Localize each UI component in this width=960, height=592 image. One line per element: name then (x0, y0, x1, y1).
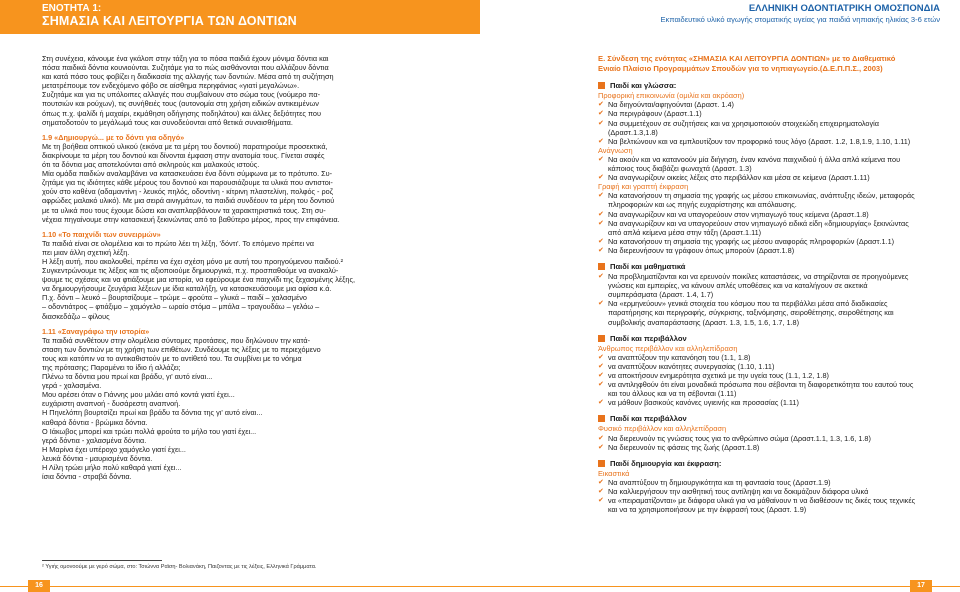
objective-item (598, 371, 918, 380)
objective-text: Να «ερμηνεύουν» γενικά στοιχεία του κόσμου που τα περιβάλλει μέσα από διαδικασίες παρατήρησης και περιγραφής, σύγκρισης, ταξινόμησης, σειροθέτησης, σειροθέτησης και συμβολικής αναπαράστασης (Δραστ. 1.3, 1.5, 1.6, 1.7, 1.8) (608, 299, 894, 327)
paragraph-line: γερά δόντια - χαλασμένα δόντια. (42, 435, 147, 445)
section-heading-text: Παιδί και περιβάλλον (610, 333, 687, 343)
section-heading-text: Παιδί και περιβάλλον (610, 414, 687, 424)
paragraph-line: λευκά δόντια - μαυρισμένα δόντια. (42, 453, 153, 463)
subsection-heading: Εικαστικά (598, 468, 630, 478)
paragraph-line: ίσια δόντια - στραβά δόντια. (42, 472, 132, 482)
section-heading (598, 459, 918, 468)
paragraph-line: διακρίνουμε τα μέρη του δοντιού και δίνονται έμφαση στην ανατομία τους. Γίνεται σαφές (42, 150, 325, 160)
paragraph-line: Η Μαρίνα έχει υπέροχο χαμόγελο γιατί έχει... (42, 444, 186, 454)
paragraph-line: Τα παιδιά είναι σε ολομέλεια και το πρώτο λέει τη λέξη, 'δόντι'. Το επόμενο πρέπει να (42, 238, 315, 248)
checkmark-icon: ✔ (598, 497, 604, 505)
bottom-rule-left (0, 586, 28, 587)
objective-text: να μάθουν βασικούς κανόνες υγιεινής και προσασίας (1.11) (608, 398, 799, 408)
paragraph-line: πουτσιών και ρούχων), τις συνήθειές τους (αυτονομία στη χρήση ειδικών αντικειμένων (42, 99, 319, 109)
bullet-square-icon (598, 460, 605, 467)
objectives-section (598, 262, 918, 327)
org-name: ΕΛΛΗΝΙΚΗ ΟΔΟΝΤΙΑΤΡΙΚΗ ΟΜΟΣΠΟΝΔΙΑ (748, 3, 940, 14)
objective-item (598, 487, 918, 496)
paragraph-line: με τα υλικά που τους έχουμε δώσει και αναπλαρβάνουν τα χαρακτηριστικά τους. Στη συ- (42, 205, 326, 215)
objective-item (598, 434, 918, 443)
objective-item (598, 137, 918, 146)
objective-text: Να αναγνωρίζουν και να υπαγορεύουν στον νηπιαγωγό ειδικά είδη «δημιουργίας» ξεκινώντας από απλά κείμενα μέσα στην τάξη (Δραστ.1.11) (608, 218, 909, 237)
section-heading (598, 334, 918, 343)
paragraph-line: Η Πηνελόπη βουρτσίζει πρωί και βράδυ τα δόντια της γι' αυτό είναι... (42, 408, 263, 418)
paragraph-line: να δημιουργήσουμε ζευγάρια λέξεων με ίδια καταλήξη, να κατασκευάσουμε μια αφίσα κ.ά. (42, 284, 332, 294)
objective-item (598, 119, 918, 137)
checkmark-icon: ✔ (598, 174, 604, 182)
objective-item (598, 380, 918, 398)
checkmark-icon: ✔ (598, 300, 604, 308)
paragraph-line: σταση των δοντιών με τη χρήση των επιθέτων. Συνδέουμε τις λέξεις με το περιεχόμενο (42, 344, 321, 354)
subsection-heading: Άνθρωπος περιβάλλον και αλληλεπίδραση (598, 343, 738, 353)
checkmark-icon: ✔ (598, 246, 604, 254)
paragraph-line: και κατά πόσο τους φοβίζει η διαδικασία της αλλαγής των δοντιών. Μέσα από τη συζήτηση (42, 72, 334, 82)
paragraph-line: πει μιαν άλλη σχετική λέξη. (42, 247, 130, 257)
objective-text: Να καλλιεργήσουν την αισθητική τους αντίληψη και να δοκιμάζουν διάφορα υλικά (608, 487, 869, 497)
paragraph-line: Στη συνέχεια, κάνουμε ένα γκάλοπ στην τάξη για το πόσα παιδιά έχουν μόνιμα δόντια και (42, 54, 329, 63)
objective-text: Να διηγούνται/αφηγούνται (Δραστ. 1.4) (608, 100, 734, 110)
page-number-left: 16 (28, 580, 50, 592)
objectives-section (598, 459, 918, 515)
footnote-rule (42, 560, 162, 561)
paragraph-line: Συζητάμε και για τις υπόλοιπες αλλαγές που συμβαίνουν στο σώμα τους (νούμερο πα- (42, 90, 321, 100)
paragraph-line: ζητάμε για τις ιδιότητες κάθε μέρους του δοντιού και παρουσιάζουμε τα υλικά που αντιστοι- (42, 178, 333, 188)
section-heading (598, 414, 918, 423)
section-heading: 1.9 «Δημιουργώ... με το δόντι για οδηγό» (42, 132, 185, 142)
left-column (42, 54, 457, 481)
section-title: Ε. Σύνδεση της ενότητας «ΣΗΜΑΣΙΑ ΚΑΙ ΛΕΙΤΟΥΡΓΙΑ ΔΟΝΤΙΩΝ» με το Διαθεματικό Ενιαίο Πλαίσιο Προγραμμάτων Σπουδών για το νηπιαγωγείο.(Δ.Ε.Π.Π.Σ., 2003) (598, 54, 896, 73)
paragraph-line: τους και κατόπιν να το αντικαθιστούν με το αντίθετό του. Τα συμβίνει με το νόημα (42, 353, 302, 363)
objective-text: Να κατανοήσουν τη σημασία της γραφής ως μέσου αναφοράς πληροφοριών (Δραστ.1.1) (608, 236, 895, 246)
subsection-heading: Ανάγνωση (598, 145, 633, 155)
paragraph-line: γερά - χαλασμένα. (42, 381, 102, 391)
checkmark-icon: ✔ (598, 399, 604, 407)
objective-item (598, 272, 918, 299)
bullet-square-icon (598, 415, 605, 422)
paragraph-line: Με τη βοήθεια οπτικού υλικού (εικόνα με τα μέρη του δοντιού) παρατηρούμε προσεκτικά, (42, 141, 328, 151)
paragraph-line: Η Λίλη τρώει μήλο πολύ καθαρά γιατί έχει... (42, 463, 182, 473)
objective-text: Να συμμετέχουν σε συζητήσεις και να χρησιμοποιούν στοιχειώδη επιχειρηματολογία (Δραστ.1.3,1.8) (608, 118, 879, 137)
checkmark-icon: ✔ (598, 443, 604, 451)
objective-text: Να διερευνήσουν τα γράφουν όπως μπορούν (Δραστ.1.8) (608, 245, 795, 255)
section-heading: 1.10 «Το παιχνίδι των συνειρμών» (42, 229, 161, 239)
objective-item (598, 155, 918, 173)
unit-label: ΕΝΟΤΗΤΑ 1: (42, 3, 102, 14)
section-heading-text: Παιδί δημιουργία και έκφραση: (610, 458, 722, 468)
objectives-section (598, 334, 918, 408)
checkmark-icon: ✔ (598, 434, 604, 442)
paragraph-line: Μου αρέσει όταν ο Γιάννης μου μιλάει από κοντά γιατί έχει... (42, 390, 235, 400)
checkmark-icon: ✔ (598, 362, 604, 370)
objective-text: Να κατανοήσουν τη σημασία της γραφής ως μέσου επικοινωνίας, ανάπτυξης ιδεών, μεταφοράς πληροφοριών και ως πηγής ευχαρίστησης και απόλαυσης. (608, 191, 915, 210)
objective-item (598, 299, 918, 326)
objective-text: Να προβληματίζονται και να ερευνούν ποικίλες καταστάσεις, να στηρίζονται σε προηγούμενες γνώσεις και εμπειρίες, να κάνουν απλές υποθέσεις και να καταλήγουν σε ακετικά συμπεράσματα (Δραστ. 1.4, 1.7) (608, 272, 909, 300)
objective-text: Να ακούν και να κατανοούν μία διήγηση, έναν κανόνα παιχνιδιού ή άλλα απλά κείμενα που κάποιος τους διαβάζει φωναχτά (Δραστ. 1.3) (608, 154, 901, 174)
checkmark-icon: ✔ (598, 273, 604, 281)
paragraph-line: ότι τα δόντια μας αποτελούνται από σκληρούς και μαλακούς ιστούς. (42, 160, 260, 170)
checkmark-icon: ✔ (598, 372, 604, 379)
objective-item (598, 100, 918, 109)
checkmark-icon: ✔ (598, 101, 604, 109)
objective-text: να «πειραματίζονται» με διάφορα υλικά για να μάθαίνουν τι να διαθέσουν τις δικές τους τεχνικές και να τα χρησιμοποιήσουν με την έκφρασή τους (Δραστ. 1.9) (608, 496, 916, 515)
objective-text: να αναπτύξουν ικανότητες συνεργασίας (1.10, 1.11) (608, 361, 775, 371)
section-heading: 1.11 «Σαναγράφω την ιστορία» (42, 326, 150, 336)
paragraph-line: της πρότασης; Παραμένει το ίδιο ή αλλάζει; (42, 363, 181, 372)
paragraph-line: σηματοδοτούν το μεγάλωμά τους και συνοδεύονται από θετικά συναισθήματα. (42, 117, 293, 127)
objective-item (598, 210, 918, 219)
objective-item (598, 109, 918, 118)
objective-text: Να αναγνωρίζουν οικείες λέξεις στο περιβάλλον και μέσα σε κείμενα (Δραστ.1.11) (608, 173, 870, 183)
objective-item (598, 362, 918, 371)
subsection-heading: Προφορική επικοινωνία (ομιλία και ακρόαση) (598, 91, 745, 101)
unit-title: ΣΗΜΑΣΙΑ ΚΑΙ ΛΕΙΤΟΥΡΓΙΑ ΤΩΝ ΔΟΝΤΙΩΝ (42, 14, 297, 28)
header-left (0, 0, 480, 34)
objective-text: Να περιγράφουν (Δραστ.1.1) (608, 109, 702, 119)
paragraph-line: όπως π.χ. ψαλίδι ή μαχαίρι, εκμάθηση οδήγησης ποδηλάτου) και άλλες δεξιότητες που (42, 108, 321, 118)
objective-text: να αντιληφθούν ότι είναι μοναδικά πρόσωπα που σέβονται τη διαφορετικότητα του εαυτού τους και του άλλους και να τη σέβονται (1.11) (608, 380, 914, 399)
objective-text: Να αναπτύξουν τη δημιουργικότητα και τη φαντασία τους (Δραστ.1.9) (608, 477, 831, 487)
paragraph-line: χούν στο καθένα (αδαμαντίνη - λευκός πηλός, οδοντίνη - κίτρινη πλαστελίνη, πολφός - ροζ (42, 187, 333, 197)
header-subtitle: Εκπαιδευτικό υλικό αγωγής στοματικής υγείας για παιδιά νηπιακής ηλικίας 3-6 ετών (660, 15, 940, 24)
page-number-right: 17 (910, 580, 932, 592)
objective-item (598, 496, 918, 514)
paragraph-line: Μία ομάδα παιδιών αναλαμβάνει να κατασκευάσει ένα δόντι σύμφωνα με το πρότυπο. Συ- (42, 169, 333, 179)
objectives-section (598, 414, 918, 451)
checkmark-icon: ✔ (598, 119, 604, 127)
bullet-square-icon (598, 263, 605, 270)
paragraph-line: – οδοντιάτρος – φτιάξιμο – χαμόγελο – ωραίο στόμα – μπάλα – τραγουδάω – γελάω – (42, 302, 320, 312)
paragraph-line: Τα παιδιά συνθέτουν στην ολομέλεια σύντομες προτάσεις, που δηλώνουν την κατά- (42, 335, 311, 345)
paragraph-line: Πλένω τα δόντια μου πρωί και βράδυ, γι' αυτό είναι... (42, 372, 213, 382)
objective-item (598, 246, 918, 255)
objective-item (598, 478, 918, 487)
checkmark-icon: ✔ (598, 110, 604, 118)
objective-text: Να αναγνωρίζουν και να υπαγορεύουν στον νηπιαγωγό τους κείμενα (Δραστ.1.8) (608, 209, 869, 219)
paragraph-line: Π.χ. δόντι – λευκό – βουρτσίζουμε – τρώμε – φρούτα – γλυκά – παιδί – χαλασμένο (42, 293, 307, 303)
checkmark-icon: ✔ (598, 155, 604, 163)
paragraph-line: Η λέξη αυτή, που ακολουθεί, πρέπει να έχει σχέση μόνο με αυτή του προηγούμενου παιδιού.² (42, 256, 344, 266)
section-heading-text: Παιδί και μαθηματικά (610, 261, 686, 271)
objective-item (598, 219, 918, 237)
objective-item (598, 353, 918, 362)
objective-item (598, 443, 918, 452)
checkmark-icon: ✔ (598, 219, 604, 227)
paragraph-line: Συγκεντρώνουμε τις λέξεις και τις αξιοποιούμε δημιουργικά, π.χ. προσπαθούμε να ανακαλύ- (42, 266, 339, 276)
bullet-square-icon (598, 335, 605, 342)
bottom-rule (50, 586, 910, 587)
paragraph-line: καθαρά δόντια - βρώμικα δόντια. (42, 417, 148, 427)
checkmark-icon: ✔ (598, 237, 604, 245)
objective-text: να αποκτήσουν ενημερότητα σχετικά με την υγεία τους (1.1, 1.2, 1.8) (608, 371, 829, 380)
objective-text: να αναπτύξουν την κατανόηση του (1.1, 1.8) (608, 352, 751, 362)
checkmark-icon: ✔ (598, 210, 604, 218)
checkmark-icon: ✔ (598, 488, 604, 496)
paragraph-line: μετατρέπουμε τον ενδεχόμενο φόβο σε αίσθημα περηφάνιας «γιατί μεγαλώνω». (42, 81, 300, 91)
paragraph-line: διασκεδάζω – φίλους (42, 311, 110, 321)
objective-text: Να βελτιώνουν και να εμπλουτίζουν τον προφορικό τους λόγο (Δραστ. 1.2, 1.8,1.9, 1.10, 1.11) (608, 136, 911, 146)
objective-item (598, 173, 918, 182)
subsection-heading: Φυσικό περιβάλλον και αλληλεπίδραση (598, 424, 727, 434)
right-column (598, 54, 918, 521)
paragraph-line: Ο Ιάκωβος μπορεί και τρώει πολλά φρούτα το μήλο του γιατί έχει... (42, 426, 257, 436)
bullet-square-icon (598, 82, 605, 89)
checkmark-icon: ✔ (598, 381, 604, 389)
section-heading (598, 262, 918, 271)
subsection-heading: Γραφή και γραπτή έκφραση (598, 182, 689, 192)
section-heading (598, 81, 918, 90)
checkmark-icon: ✔ (598, 192, 604, 200)
footnote: ² Υγιής ομονοούμε με γερό σώμα, στο: Τσιώννα Ραϊση- Βολιανάκη, Παιζοντας με τις λέξεις, Ελληνικά Γράμματα. (42, 564, 317, 570)
objective-text: Να διερευνούν τις γνώσεις τους για το ανθρώπινο σώμα (Δραστ.1.1, 1.3, 1.6, 1.8) (608, 433, 871, 443)
bottom-rule-right (932, 586, 960, 587)
objective-item (598, 191, 918, 209)
header-right (480, 0, 960, 34)
objective-item (598, 398, 918, 407)
checkmark-icon: ✔ (598, 353, 604, 361)
paragraph-line: ευχάριστη αναπνοή - δυσάρεστη αναπνοή. (42, 399, 181, 409)
checkmark-icon: ✔ (598, 137, 604, 145)
checkmark-icon: ✔ (598, 478, 604, 486)
paragraph-line: αφρώδες μαλακό υλικό). Με μια σειρά αινιγμάτων, τα παιδιά συνδέουν τα μέρη του δοντιού (42, 196, 335, 206)
objectives-section (598, 81, 918, 255)
paragraph-line: ψουμε τις σχέσεις και να φτιάξουμε μια ιστορία, να εφεύρουμε ένα παιχνίδι της ξεχασμένης λέξης, (42, 275, 356, 285)
paragraph-line: νέχεια πηγαίνουμε στην κατασκευή ξεκινώντας από το βαθύτερο μέρος, προς την επιφάνεια. (42, 214, 340, 224)
section-heading-text: Παιδί και γλώσσα: (610, 81, 677, 91)
paragraph-line: πόσα παιδικά δόντια κουνιούνται. Συζητάμε για το πώς αισθάνονται που αλλάζουν δόντια (42, 63, 329, 73)
objective-text: Να διερευνούν τις φάσεις της ζωής (Δραστ.1.8) (608, 442, 760, 452)
objective-item (598, 237, 918, 246)
